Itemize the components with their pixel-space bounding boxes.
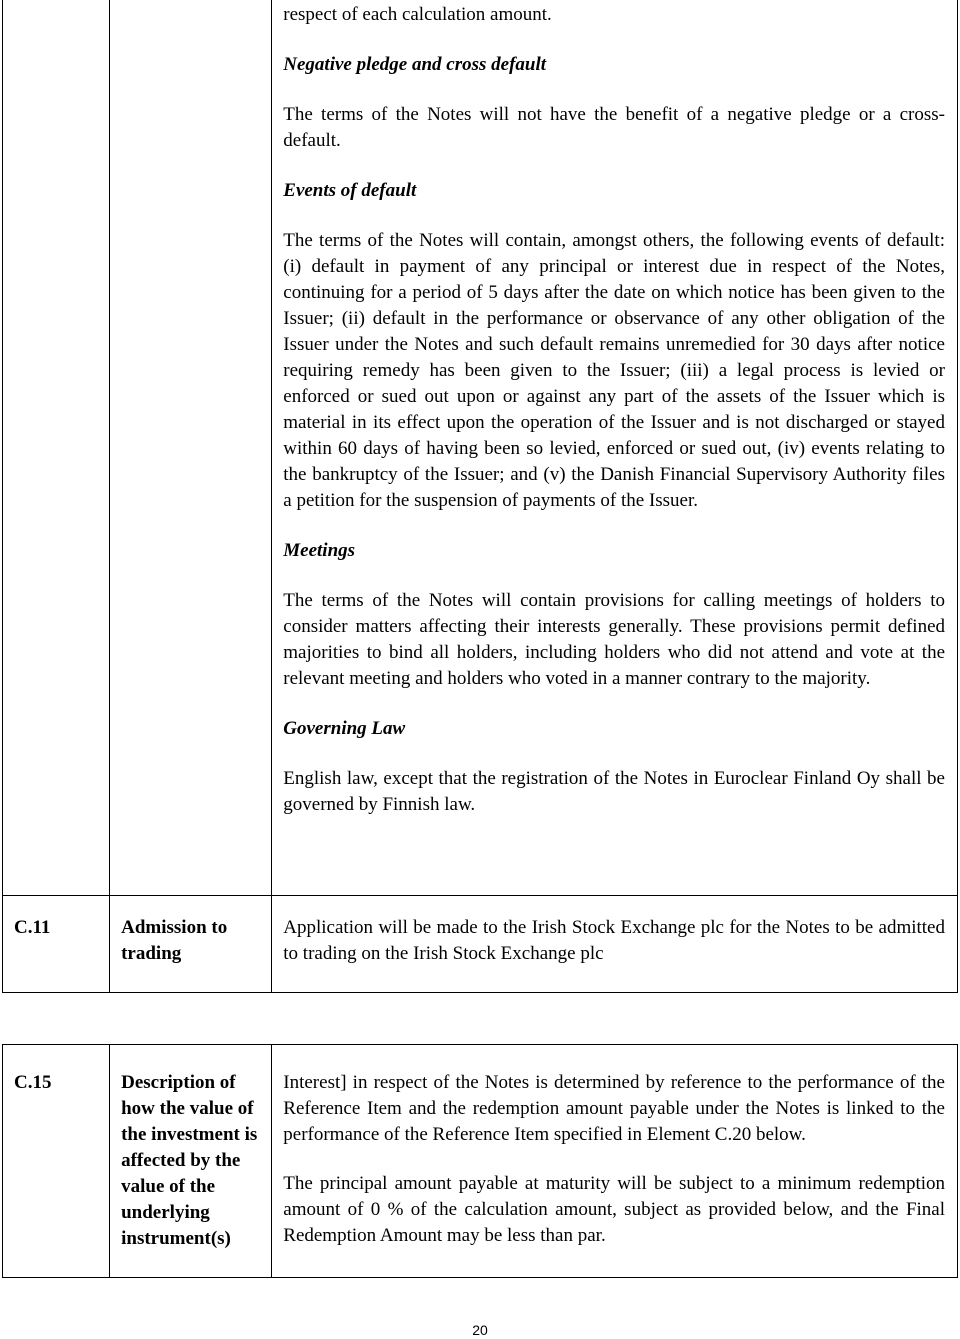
c11-text: Application will be made to the Irish Stock Exchange plc for the Notes to be admitted to trading on the Irish Stock Exchange plc	[283, 917, 945, 964]
section-heading-negative-pledge: Negative pledge and cross default	[283, 54, 547, 75]
c11-number: C.11	[14, 917, 51, 938]
continuation-content-cell	[272, 0, 958, 896]
c11-number-cell	[3, 896, 110, 993]
section-paragraph-events-of-default: The terms of the Notes will contain, amongst others, the following events of default: (i) default in payment of any principal or interest due in respect of the Notes, continuing for a period of 5 days after the date on which notice has been given to the Issuer; (ii) default in the performance or observance of any other obligation of the Issuer under the Notes and such default remains unremedied for 30 days after notice requiring remedy has been given to the Issuer; (iii) a legal process is levied or enforced or sued out upon or against any part of the assets of the Issuer which is material in its effect upon the operation of the Issuer and is not discharged or stayed within 60 days of having been so levied, enforced or sued out, (iv) events relating to the bankruptcy of the Issuer; and (v) the Danish Financial Supervisory Authority files a petition for the suspension of payments of the Issuer.	[283, 230, 945, 511]
c15-number-cell	[3, 1045, 110, 1278]
continuation-title-cell	[110, 0, 272, 896]
c15-title: Description of how the value of the investment is affected by the value of the underlying instrument(s)	[121, 1072, 258, 1249]
c11-content-cell	[272, 896, 958, 993]
section-paragraph-negative-pledge: The terms of the Notes will not have the benefit of a negative pledge or a cross-default.	[283, 104, 945, 151]
summary-table-lower	[2, 1044, 958, 1278]
c11-title: Admission to trading	[121, 917, 228, 964]
c11-row	[3, 896, 958, 993]
summary-table-upper	[2, 0, 958, 993]
page-number: 20	[472, 1322, 488, 1338]
section-paragraph-meetings: The terms of the Notes will contain provisions for calling meetings of holders to consider matters affecting their interests generally. These provisions permit defined majorities to bind all holders, including holders who did not attend and vote at the relevant meeting and holders who voted in a manner contrary to the majority.	[283, 590, 945, 689]
continuation-number-cell	[3, 0, 110, 896]
section-heading-governing-law: Governing Law	[283, 718, 406, 739]
section-heading-events-of-default: Events of default	[283, 180, 417, 201]
c15-content-cell	[272, 1045, 958, 1278]
lead-text: respect of each calculation amount.	[283, 4, 552, 25]
c15-paragraph-2: The principal amount payable at maturity will be subject to a minimum redemption amount of 0 % of the calculation amount, subject as provided below, and the Final Redemption Amount may be less than par.	[283, 1173, 945, 1246]
section-paragraph-governing-law: English law, except that the registration of the Notes in Euroclear Finland Oy shall be governed by Finnish law.	[283, 768, 945, 815]
section-heading-meetings: Meetings	[283, 540, 356, 561]
continuation-row	[3, 0, 958, 896]
c15-row	[3, 1045, 958, 1278]
c15-paragraph-1: Interest] in respect of the Notes is determined by reference to the performance of the Reference Item and the redemption amount payable under the Notes is linked to the performance of the Reference Item specified in Element C.20 below.	[283, 1072, 945, 1145]
c15-title-cell	[110, 1045, 272, 1278]
c11-title-cell	[110, 896, 272, 993]
c15-number: C.15	[14, 1072, 52, 1093]
